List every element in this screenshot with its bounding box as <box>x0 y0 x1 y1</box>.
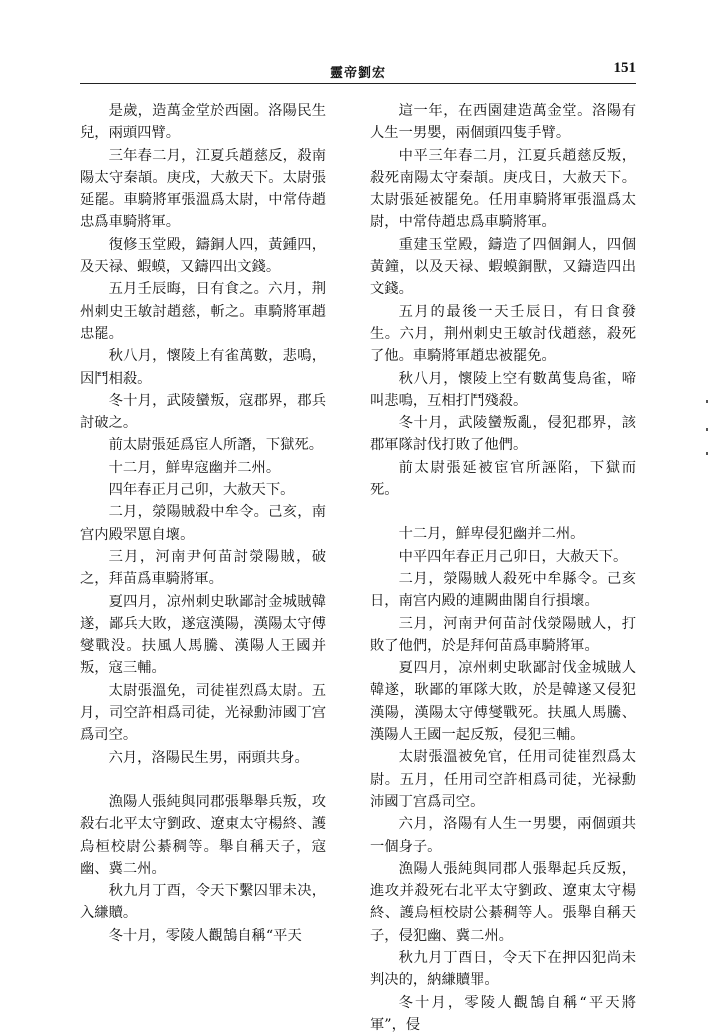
classical-paragraph: 夏四月，凉州刺史耿鄙討金城賊韓遂，鄙兵大敗，遂寇漢陽，漢陽太守傅燮戰没。扶風人馬騰、漢陽人王國并叛，寇三輔。 <box>80 593 326 677</box>
classical-paragraph: 前太尉張延爲宦人所譖，下獄死。 <box>108 437 324 454</box>
classical-paragraph: 是歲，造萬金堂於西園。洛陽民生兒，兩頭四臂。 <box>80 103 326 142</box>
translation-paragraph: 秋九月丁酉日，令天下在押囚犯尚未判决的，納縑贖罪。 <box>370 949 636 989</box>
classical-paragraph: 三月，河南尹何苗討滎陽賊，破之，拜苗爲車騎將軍。 <box>80 548 326 588</box>
page-number: 151 <box>613 60 636 76</box>
scan-mark <box>706 452 708 455</box>
running-header <box>80 62 636 84</box>
scan-mark <box>706 428 708 431</box>
classical-paragraph: 復修玉堂殿，鑄銅人四，黃鍾四，及天禄、蝦蟆，又鑄四出文錢。 <box>80 236 326 276</box>
paragraph-gap <box>370 501 636 523</box>
classical-paragraph: 秋九月丁酉，令天下繫囚罪未决，入縑贖。 <box>80 883 326 922</box>
running-title: 靈帝劉宏 <box>329 66 386 81</box>
classical-paragraph: 二月，滎陽賊殺中牟令。己亥，南宫内殿罘罳自壞。 <box>80 504 326 543</box>
paragraph-gap <box>80 769 326 791</box>
translation-paragraph: 中平三年春二月，江夏兵趙慈反叛，殺死南陽太守秦頡。庚戌日，大赦天下。太尉張延被罷免。任用車騎將軍張溫爲太尉，中常侍趙忠爲車騎將軍。 <box>370 147 636 231</box>
classical-paragraph: 六月，洛陽民生男，兩頭共身。 <box>108 749 309 766</box>
classical-paragraph: 十二月，鮮卑寇幽并二州。 <box>108 459 281 476</box>
classical-text-column <box>80 100 326 947</box>
translation-paragraph: 漁陽人張純與同郡人張舉起兵反叛，進攻并殺死右北平太守劉政、遼東太守楊終、護烏桓校尉公綦稠等人。張舉自稱天子，侵犯幽、冀二州。 <box>370 860 636 944</box>
classical-paragraph: 三年春二月，江夏兵趙慈反，殺南陽太守秦頡。庚戌，大赦天下。太尉張延罷。車騎將軍張溫爲太尉，中常侍趙忠爲車騎將軍。 <box>80 147 326 231</box>
classical-paragraph: 秋八月，懷陵上有雀萬數，悲鳴，因鬥相殺。 <box>80 348 326 387</box>
translation-paragraph: 冬十月，武陵蠻叛亂，侵犯郡界，該郡軍隊討伐打敗了他們。 <box>370 415 636 454</box>
scan-mark <box>706 400 708 403</box>
classical-paragraph: 四年春正月己卯，大赦天下。 <box>108 482 295 499</box>
translation-paragraph: 三月，河南尹何苗討伐滎陽賊人，打敗了他們，於是拜何苗爲車騎將軍。 <box>370 615 636 654</box>
translation-text-column <box>370 100 636 1036</box>
translation-paragraph: 這一年，在西園建造萬金堂。洛陽有人生一男嬰，兩個頭四隻手臂。 <box>370 103 636 142</box>
translation-paragraph: 秋八月，懷陵上空有數萬隻鳥雀，啼叫悲鳴，互相打鬥殘殺。 <box>370 370 636 409</box>
header-rule <box>80 83 636 84</box>
translation-paragraph: 重建玉堂殿，鑄造了四個銅人，四個黃鐘，以及天禄、蝦蟆銅獸，又鑄造四出文錢。 <box>370 236 636 298</box>
translation-paragraph: 前太尉張延被宦官所誣陷，下獄而死。 <box>370 459 636 499</box>
classical-paragraph: 冬十月，零陵人觀鵠自稱“平天 <box>108 927 302 944</box>
translation-paragraph: 夏四月，凉州刺史耿鄙討伐金城賊人韓遂，耿鄙的軍隊大敗，於是韓遂又侵犯漢陽，漢陽太守傅燮戰死。扶風人馬騰、漢陽人王國一起反叛，侵犯三輔。 <box>370 660 636 744</box>
translation-paragraph: 冬十月，零陵人觀鵠自稱“平天將軍”，侵 <box>370 994 636 1033</box>
classical-paragraph: 冬十月，武陵蠻叛，寇郡界，郡兵討破之。 <box>80 392 326 432</box>
translation-paragraph: 中平四年春正月己卯日，大赦天下。 <box>398 548 628 565</box>
classical-paragraph: 五月壬辰晦，日有食之。六月，荆州刺史王敏討趙慈，斬之。車騎將軍趙忠罷。 <box>80 281 326 342</box>
translation-paragraph: 二月，滎陽賊人殺死中牟縣令。己亥日，南宫内殿的連闕曲閣自行損壞。 <box>370 570 636 610</box>
classical-paragraph: 太尉張溫免，司徒崔烈爲太尉。五月，司空許相爲司徒，光禄勳沛國丁宫爲司空。 <box>80 682 326 744</box>
classical-paragraph: 漁陽人張純與同郡張舉舉兵叛，攻殺右北平太守劉政、遼東太守楊終、護烏桓校尉公綦稠等。舉自稱天子，寇幽、冀二州。 <box>80 793 326 877</box>
translation-paragraph: 太尉張溫被免官，任用司徒崔烈爲太尉。五月，任用司空許相爲司徒，光禄勳沛國丁宫爲司空。 <box>370 749 636 810</box>
scan-edge-marks <box>702 400 710 460</box>
translation-paragraph: 五月的最後一天壬辰日，有日食發生。六月，荆州刺史王敏討伐趙慈，殺死了他。車騎將軍趙忠被罷免。 <box>370 303 636 365</box>
translation-paragraph: 十二月，鮮卑侵犯幽并二州。 <box>398 526 585 543</box>
translation-paragraph: 六月，洛陽有人生一男嬰，兩個頭共一個身子。 <box>370 816 636 855</box>
